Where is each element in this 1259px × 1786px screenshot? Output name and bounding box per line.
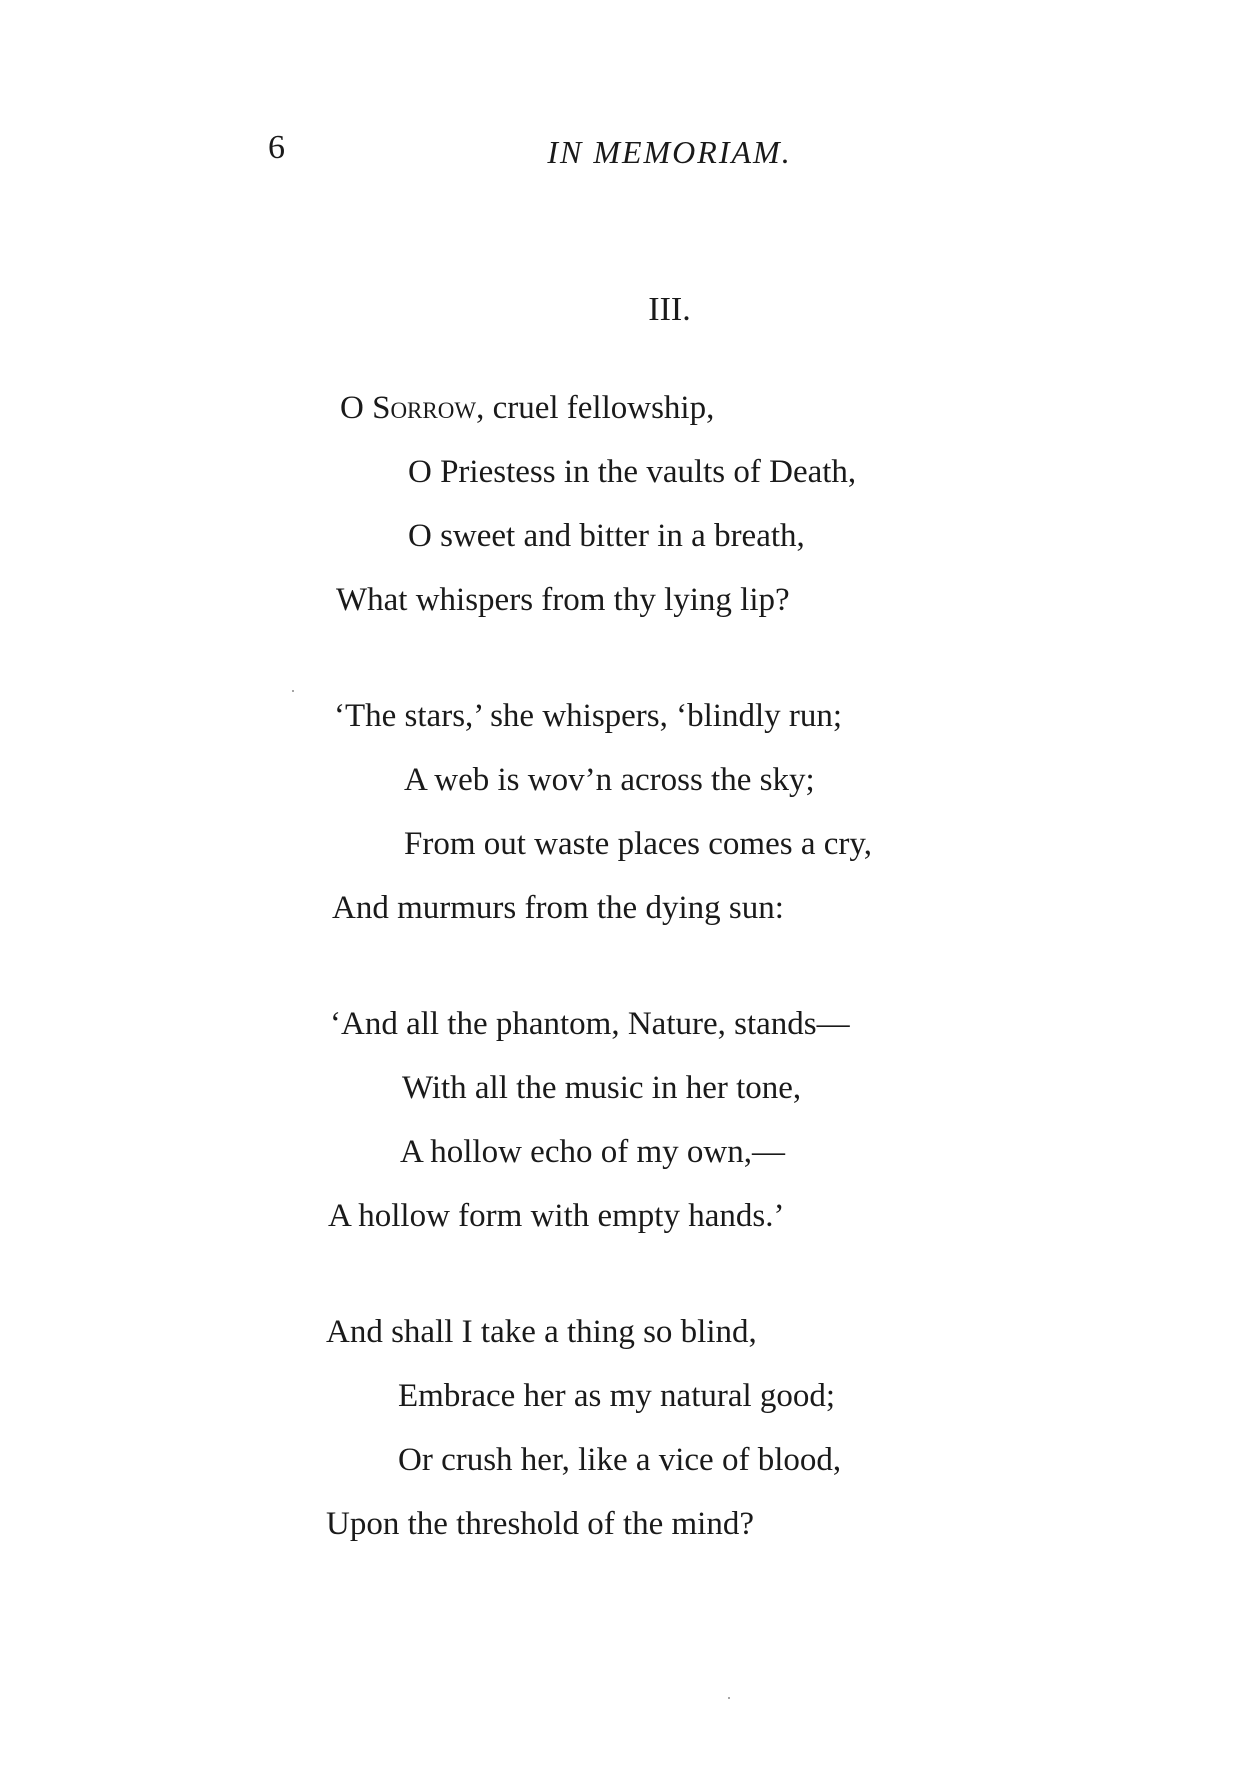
poem-line: ‘The stars,’ she whispers, ‘blindly run; (334, 698, 843, 734)
page-number: 6 (268, 129, 285, 166)
paper-speck (728, 1697, 730, 1699)
paper-speck (292, 690, 294, 692)
poem-line: O Priestess in the vaults of Death, (408, 454, 857, 490)
poem-line: ‘And all the phantom, Nature, stands— (330, 1006, 850, 1042)
poem-line: A hollow echo of my own,— (400, 1134, 785, 1170)
poem-line: O sweet and bitter in a breath, (408, 518, 805, 554)
poem-line (340, 388, 714, 428)
poem-line: With all the music in her tone, (402, 1070, 802, 1106)
section-number: III. (648, 291, 691, 328)
poem-line: And shall I take a thing so blind, (326, 1314, 757, 1350)
poem-line: And murmurs from the dying sun: (332, 890, 784, 926)
running-head: IN MEMORIAM. (547, 134, 792, 170)
poem-line: Embrace her as my natural good; (398, 1378, 836, 1414)
poem-line: A hollow form with empty hands.’ (328, 1198, 785, 1234)
line-smallcaps: Sorrow (372, 390, 477, 426)
line-lead: O (340, 390, 373, 426)
poem-line: A web is wov’n across the sky; (404, 762, 815, 798)
poem-line: Or crush her, like a vice of blood, (398, 1442, 842, 1478)
line-rest: , cruel fellowship, (476, 390, 715, 426)
poem-line: Upon the threshold of the mind? (326, 1506, 755, 1542)
poem-line: What whispers from thy lying lip? (336, 582, 790, 618)
poem-line: From out waste places comes a cry, (404, 826, 872, 862)
